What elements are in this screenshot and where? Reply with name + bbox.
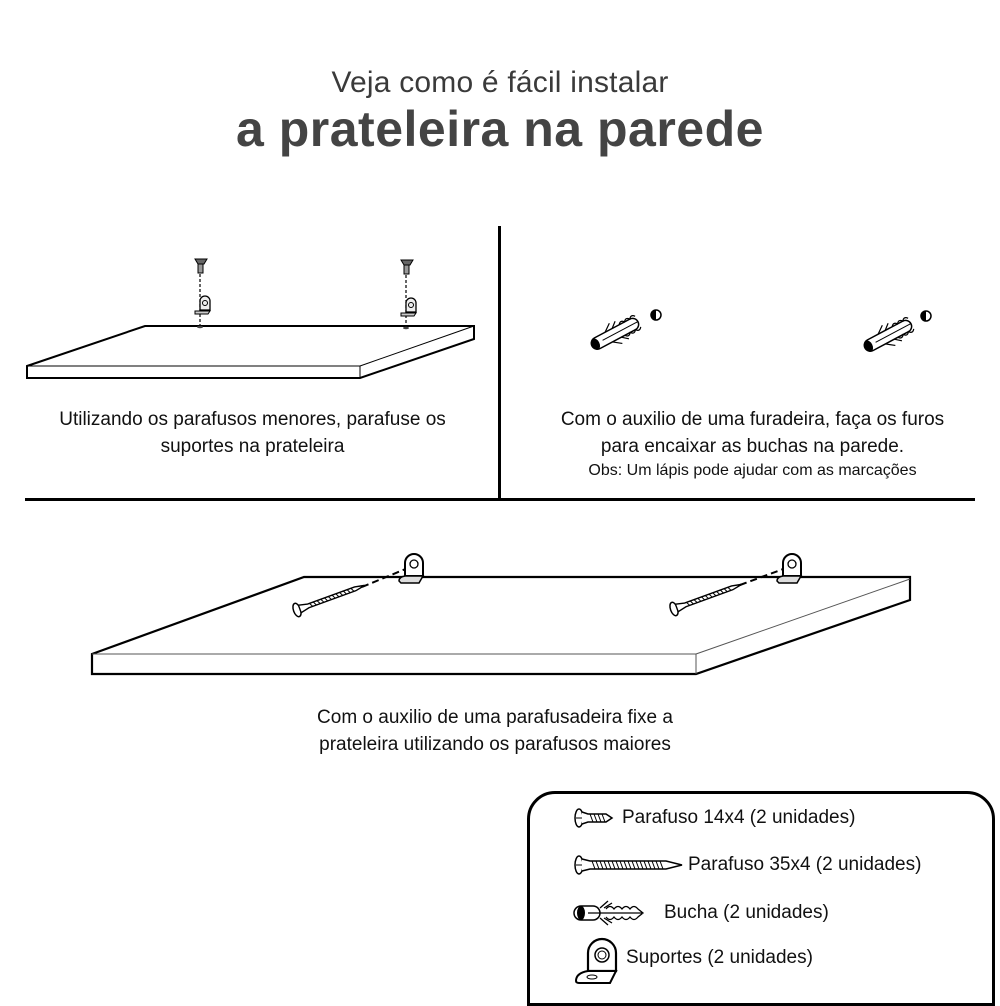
wall-plug-icon (572, 899, 658, 927)
page-subtitle: Veja como é fácil instalar (331, 66, 669, 99)
bracket-icon (777, 554, 801, 583)
step3-caption: Com o auxilio de uma parafusadeira fixe a prateleira utilizando os parafusos maiores (317, 707, 673, 755)
parts-item-wall-plug (572, 899, 829, 927)
parts-item-short-screw (574, 806, 855, 830)
bracket-icon (399, 554, 423, 583)
parts-item-long-screw (574, 853, 921, 877)
step1-caption: Utilizando os parafusos menores, parafuse os suportes na prateleira (59, 409, 446, 457)
parts-item-label: Parafuso 14x4 (2 unidades) (622, 807, 856, 828)
short-screw-icon (574, 806, 616, 830)
step2-note: Obs: Um lápis pode ajudar com as marcações (588, 462, 917, 479)
parts-item-label: Bucha (2 unidades) (664, 902, 829, 923)
parts-item-label: Parafuso 35x4 (2 unidades) (688, 854, 922, 875)
bracket-icon (574, 937, 618, 987)
step2-caption: Com o auxilio de uma furadeira, faça os furos para encaixar as buchas na parede. Obs: Um lápis pode ajudar com as marcações (515, 406, 990, 482)
parts-item-bracket (574, 937, 813, 987)
long-screw-icon (574, 853, 684, 877)
page-title: a prateleira na parede (236, 101, 764, 157)
parts-item-label: Suportes (2 unidades) (626, 947, 813, 968)
